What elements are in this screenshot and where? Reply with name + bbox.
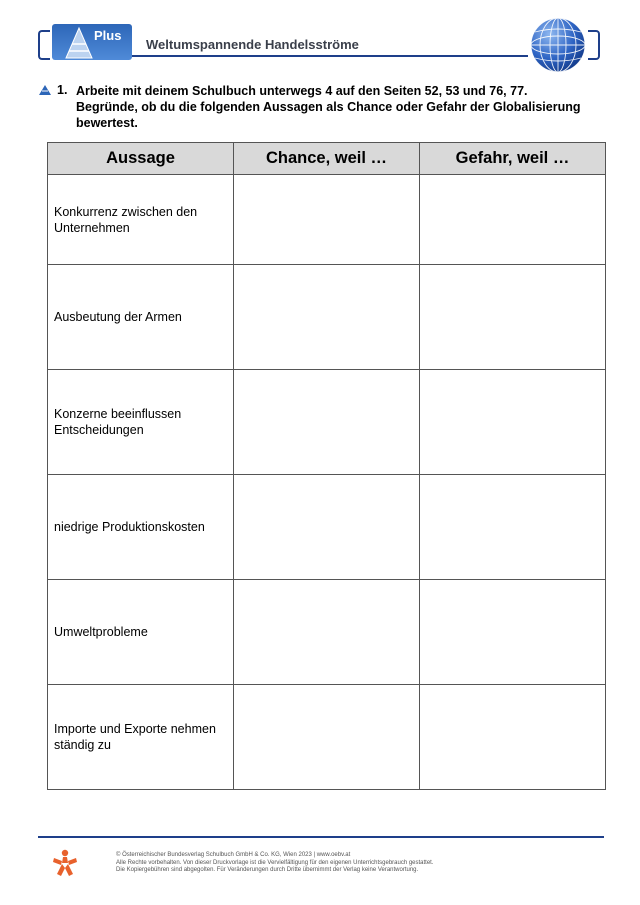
statement-cell [48, 475, 234, 580]
statement-line: Importe und Exporte nehmen [54, 722, 216, 736]
page-title: Weltumspannende Handelsströme [146, 37, 359, 52]
table-row [48, 685, 606, 790]
table-header-row [48, 143, 606, 175]
task-level-icon [38, 84, 52, 96]
statement-line: ständig zu [54, 738, 111, 752]
table-row [48, 580, 606, 685]
gefahr-cell[interactable] [420, 175, 606, 265]
statement-cell [48, 370, 234, 475]
statement-cell [48, 685, 234, 790]
globe-icon [529, 16, 587, 74]
header-bracket-right [588, 30, 600, 60]
statement-cell [48, 265, 234, 370]
gefahr-cell[interactable] [420, 265, 606, 370]
publisher-logo-icon [52, 849, 78, 877]
copyright-notice [116, 852, 434, 875]
chance-cell[interactable] [234, 685, 420, 790]
gefahr-cell[interactable] [420, 685, 606, 790]
statement-line: Ausbeutung der Armen [54, 310, 182, 324]
statement-line: Entscheidungen [54, 423, 144, 437]
plus-logo [52, 24, 132, 60]
statement-line: Konkurrenz zwischen den [54, 204, 198, 219]
task-line: Arbeite mit deinem Schulbuch unterwegs 4 auf den Seiten 52, 53 und 76, 77. [76, 84, 528, 98]
column-header-aussage: Aussage [48, 143, 234, 175]
gefahr-cell[interactable] [420, 580, 606, 685]
task-number: 1. [57, 83, 68, 97]
table-row [48, 265, 606, 370]
statement-line: Umweltprobleme [54, 625, 148, 639]
task-line: bewertest. [76, 116, 138, 130]
chance-cell[interactable] [234, 175, 420, 265]
statement-cell [48, 175, 234, 265]
worksheet-table [47, 142, 606, 790]
task-line: Begründe, ob du die folgenden Aussagen als Chance oder Gefahr der Globalisierung [76, 100, 581, 114]
statement-line: Konzerne beeinflussen [54, 407, 182, 421]
chance-cell[interactable] [234, 475, 420, 580]
chance-cell[interactable] [234, 265, 420, 370]
table-row [48, 370, 606, 475]
column-header-gefahr: Gefahr, weil … [420, 143, 606, 175]
logo-label: Plus [94, 28, 122, 43]
task-instruction [76, 83, 606, 131]
copyright-line: Die Kopiergebühren sind abgegolten. Für Veränderungen durch Dritte übernimmt der Verlag keine Verantwortung. [116, 867, 419, 874]
statement-line: niedrige Produktionskosten [54, 520, 205, 534]
statement-cell [48, 580, 234, 685]
statement-line: Unternehmen [54, 220, 130, 235]
column-header-chance: Chance, weil … [234, 143, 420, 175]
header-rule [132, 55, 528, 57]
footer-rule [38, 836, 604, 838]
copyright-line: Alle Rechte vorbehalten. Von dieser Druckvorlage ist die Vervielfältigung für den eigenen Unterrichtsgebrauch gestattet. [116, 859, 434, 866]
chance-cell[interactable] [234, 370, 420, 475]
table-row [48, 175, 606, 265]
header-bracket-left [38, 30, 50, 60]
gefahr-cell[interactable] [420, 370, 606, 475]
table-row [48, 475, 606, 580]
gefahr-cell[interactable] [420, 475, 606, 580]
copyright-line: © Österreichischer Bundesverlag Schulbuch GmbH & Co. KG, Wien 2023 | www.oebv.at [116, 852, 351, 858]
chance-cell[interactable] [234, 580, 420, 685]
